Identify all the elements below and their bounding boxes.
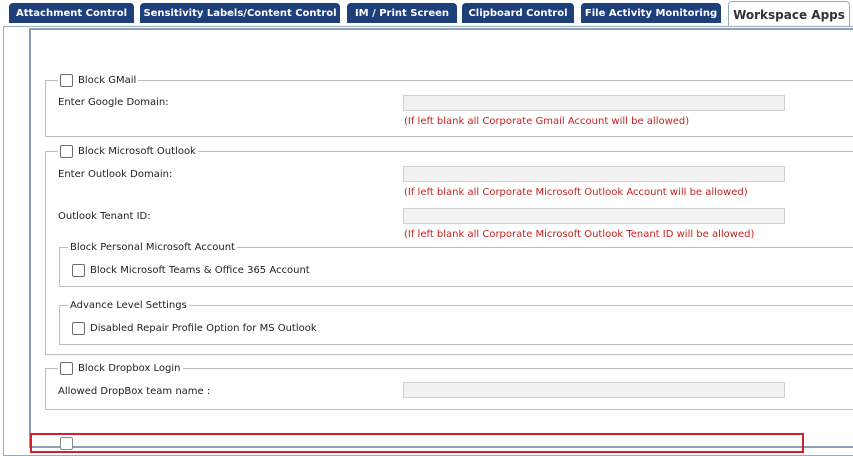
repair-profile-option <box>72 322 317 335</box>
tab-clipboard-control[interactable]: Clipboard Control <box>462 3 574 23</box>
dropbox-team-label: Allowed DropBox team name : <box>58 386 211 397</box>
block-gmail-checkbox[interactable] <box>60 74 73 87</box>
outlook-tenant-hint: (If left blank all Corporate Microsoft Outlook Tenant ID will be allowed) <box>404 229 755 240</box>
gmail-hint: (If left blank all Corporate Gmail Account will be allowed) <box>404 116 690 127</box>
tab-attachment-control[interactable]: Attachment Control <box>9 3 134 23</box>
advance-settings-legend: Advance Level Settings <box>70 300 187 311</box>
personal-account-legend: Block Personal Microsoft Account <box>70 242 235 253</box>
block-gmail-label: Block GMail <box>78 75 137 86</box>
outlook-legend <box>58 145 198 158</box>
tab-file-activity-monitoring[interactable]: File Activity Monitoring <box>581 3 721 23</box>
block-outlook-checkbox[interactable] <box>60 145 73 158</box>
block-teams-checkbox[interactable] <box>72 264 85 277</box>
tab-im-print-screen[interactable]: IM / Print Screen <box>347 3 457 23</box>
tab-sensitivity-labels[interactable]: Sensitivity Labels/Content Control <box>140 3 340 23</box>
block-dropbox-checkbox[interactable] <box>60 362 73 375</box>
block-outlook-label: Block Microsoft Outlook <box>78 146 196 157</box>
block-dropbox-label: Block Dropbox Login <box>78 363 181 374</box>
outlook-domain-hint: (If left blank all Corporate Microsoft Outlook Account will be allowed) <box>404 187 748 198</box>
highlight-box <box>30 433 804 453</box>
google-domain-label: Enter Google Domain: <box>58 97 169 108</box>
google-domain-input[interactable] <box>403 95 785 111</box>
block-teams-label: Block Microsoft Teams & Office 365 Account <box>90 265 310 276</box>
outlook-domain-label: Enter Outlook Domain: <box>58 169 173 180</box>
tab-bar <box>0 0 853 27</box>
outlook-domain-input[interactable] <box>403 166 785 182</box>
outlook-tenant-label: Outlook Tenant ID: <box>58 211 151 222</box>
gmail-legend <box>58 74 138 87</box>
dropbox-legend <box>58 362 183 375</box>
teams-option <box>72 264 310 277</box>
tab-workspace-apps[interactable]: Workspace Apps <box>728 1 850 27</box>
outlook-tenant-input[interactable] <box>403 208 785 224</box>
dropbox-team-input[interactable] <box>403 382 785 398</box>
disable-repair-profile-checkbox[interactable] <box>72 322 85 335</box>
disable-repair-profile-label: Disabled Repair Profile Option for MS Outlook <box>90 323 317 334</box>
